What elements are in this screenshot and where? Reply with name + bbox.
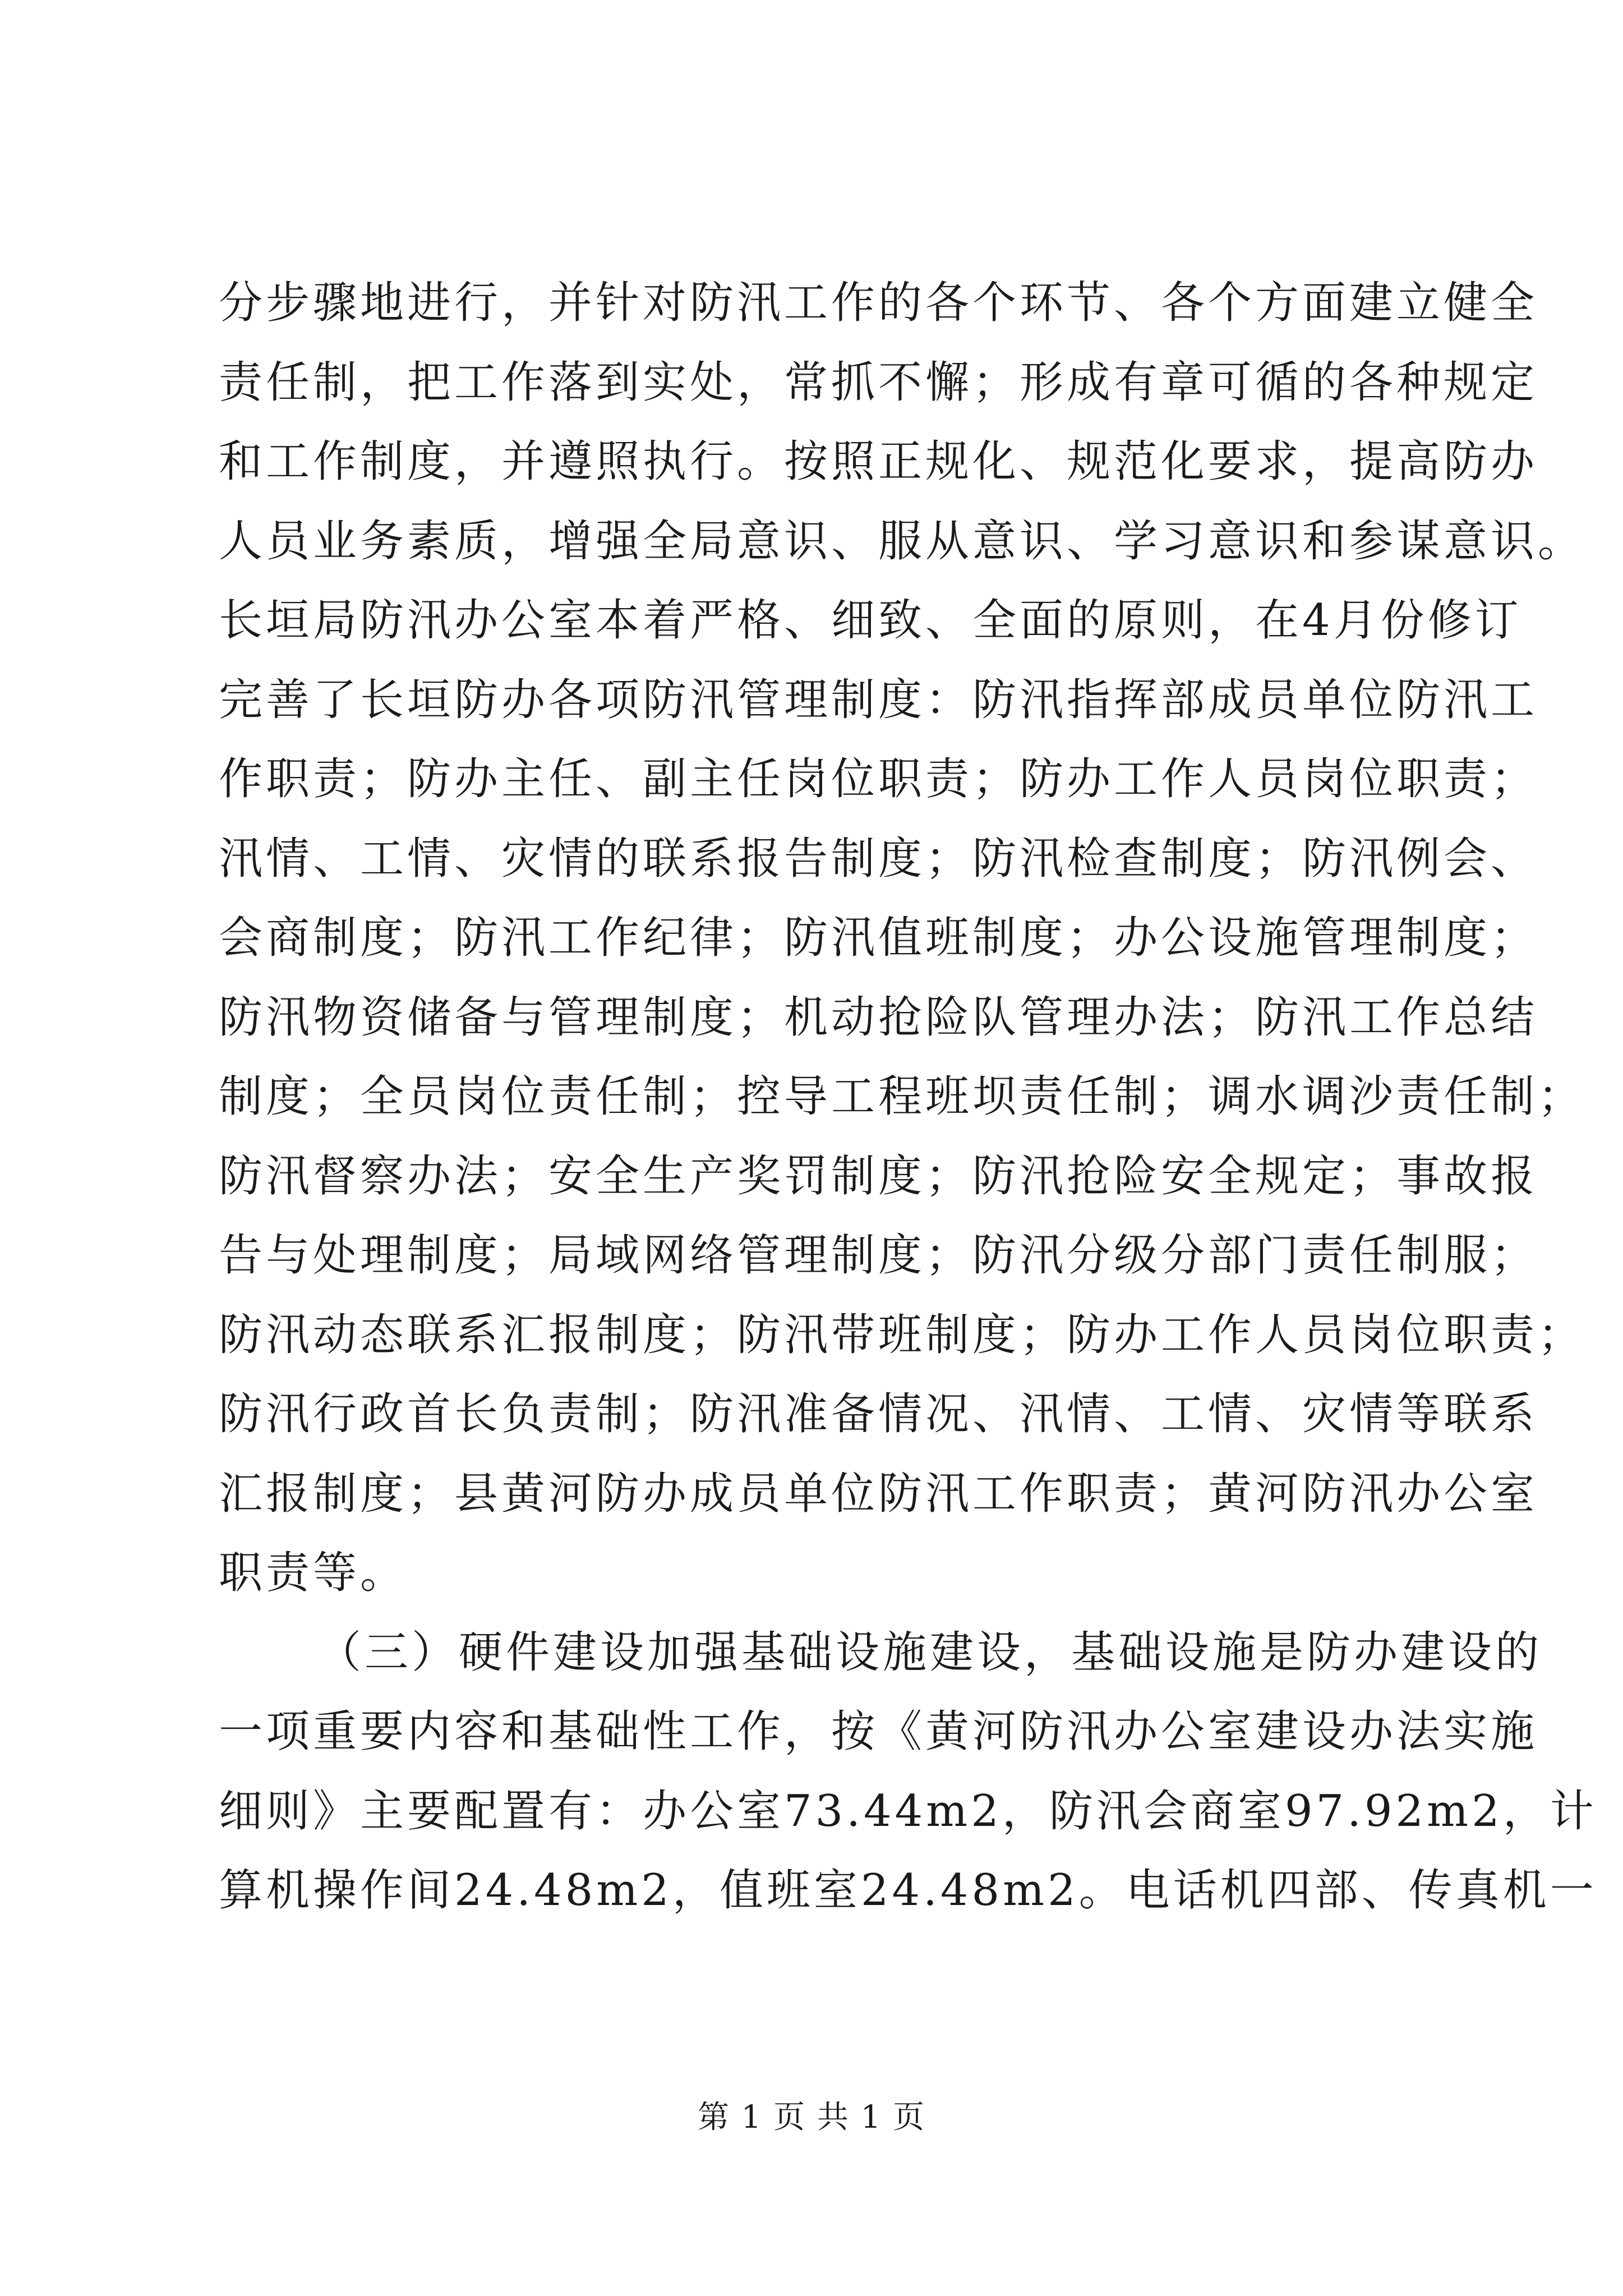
text-line: （三）硬件建设加强基础设施建设，基础设施是防办建设的 [317,1627,1543,1678]
text-line: 完善了长垣防办各项防汛管理制度：防汛指挥部成员单位防汛工 [219,674,1538,725]
text-line: 告与处理制度；局域网络管理制度；防汛分级分部门责任制服； [219,1230,1538,1281]
page-footer: 第 1 页 共 1 页 [697,2099,926,2136]
text-line: 汇报制度；县黄河防办成员单位防汛工作职责；黄河防汛办公室 [219,1468,1538,1519]
text-line: 算机操作间24.48m2，值班室24.48m2。电话机四部、传真机一 [219,1865,1597,1916]
text-line: 分步骤地进行，并针对防汛工作的各个环节、各个方面建立健全 [219,278,1538,328]
text-line: 制度；全员岗位责任制；控导工程班坝责任制；调水调沙责任制； [219,1071,1585,1122]
text-line: 人员业务素质，增强全局意识、服从意识、学习意识和参谋意识。 [219,516,1585,567]
text-line: 细则》主要配置有：办公室73.44m2，防汛会商室97.92m2，计 [219,1786,1597,1837]
text-line: 作职责；防办主任、副主任岗位职责；防办工作人员岗位职责； [219,754,1538,804]
text-line: 防汛动态联系汇报制度；防汛带班制度；防办工作人员岗位职责； [219,1309,1585,1360]
text-line: 防汛行政首长负责制；防汛准备情况、汛情、工情、灾情等联系 [219,1389,1538,1439]
text-line: 会商制度；防汛工作纪律；防汛值班制度；办公设施管理制度； [219,913,1538,963]
text-line: 职责等。 [219,1548,408,1598]
text-line: 长垣局防汛办公室本着严格、细致、全面的原则，在4月份修订 [219,595,1522,646]
text-line: 防汛督察办法；安全生产奖罚制度；防汛抢险安全规定；事故报 [219,1151,1538,1202]
document-body [219,264,1597,1931]
text-line: 汛情、工情、灾情的联系报告制度；防汛检查制度；防汛例会、 [219,833,1538,884]
text-line: 责任制，把工作落到实处，常抓不懈；形成有章可循的各种规定 [219,357,1538,408]
text-line: 和工作制度，并遵照执行。按照正规化、规范化要求，提高防办 [219,436,1538,487]
text-line: 防汛物资储备与管理制度；机动抢险队管理办法；防汛工作总结 [219,992,1538,1043]
text-line: 一项重要内容和基础性工作，按《黄河防汛办公室建设办法实施 [219,1706,1538,1757]
